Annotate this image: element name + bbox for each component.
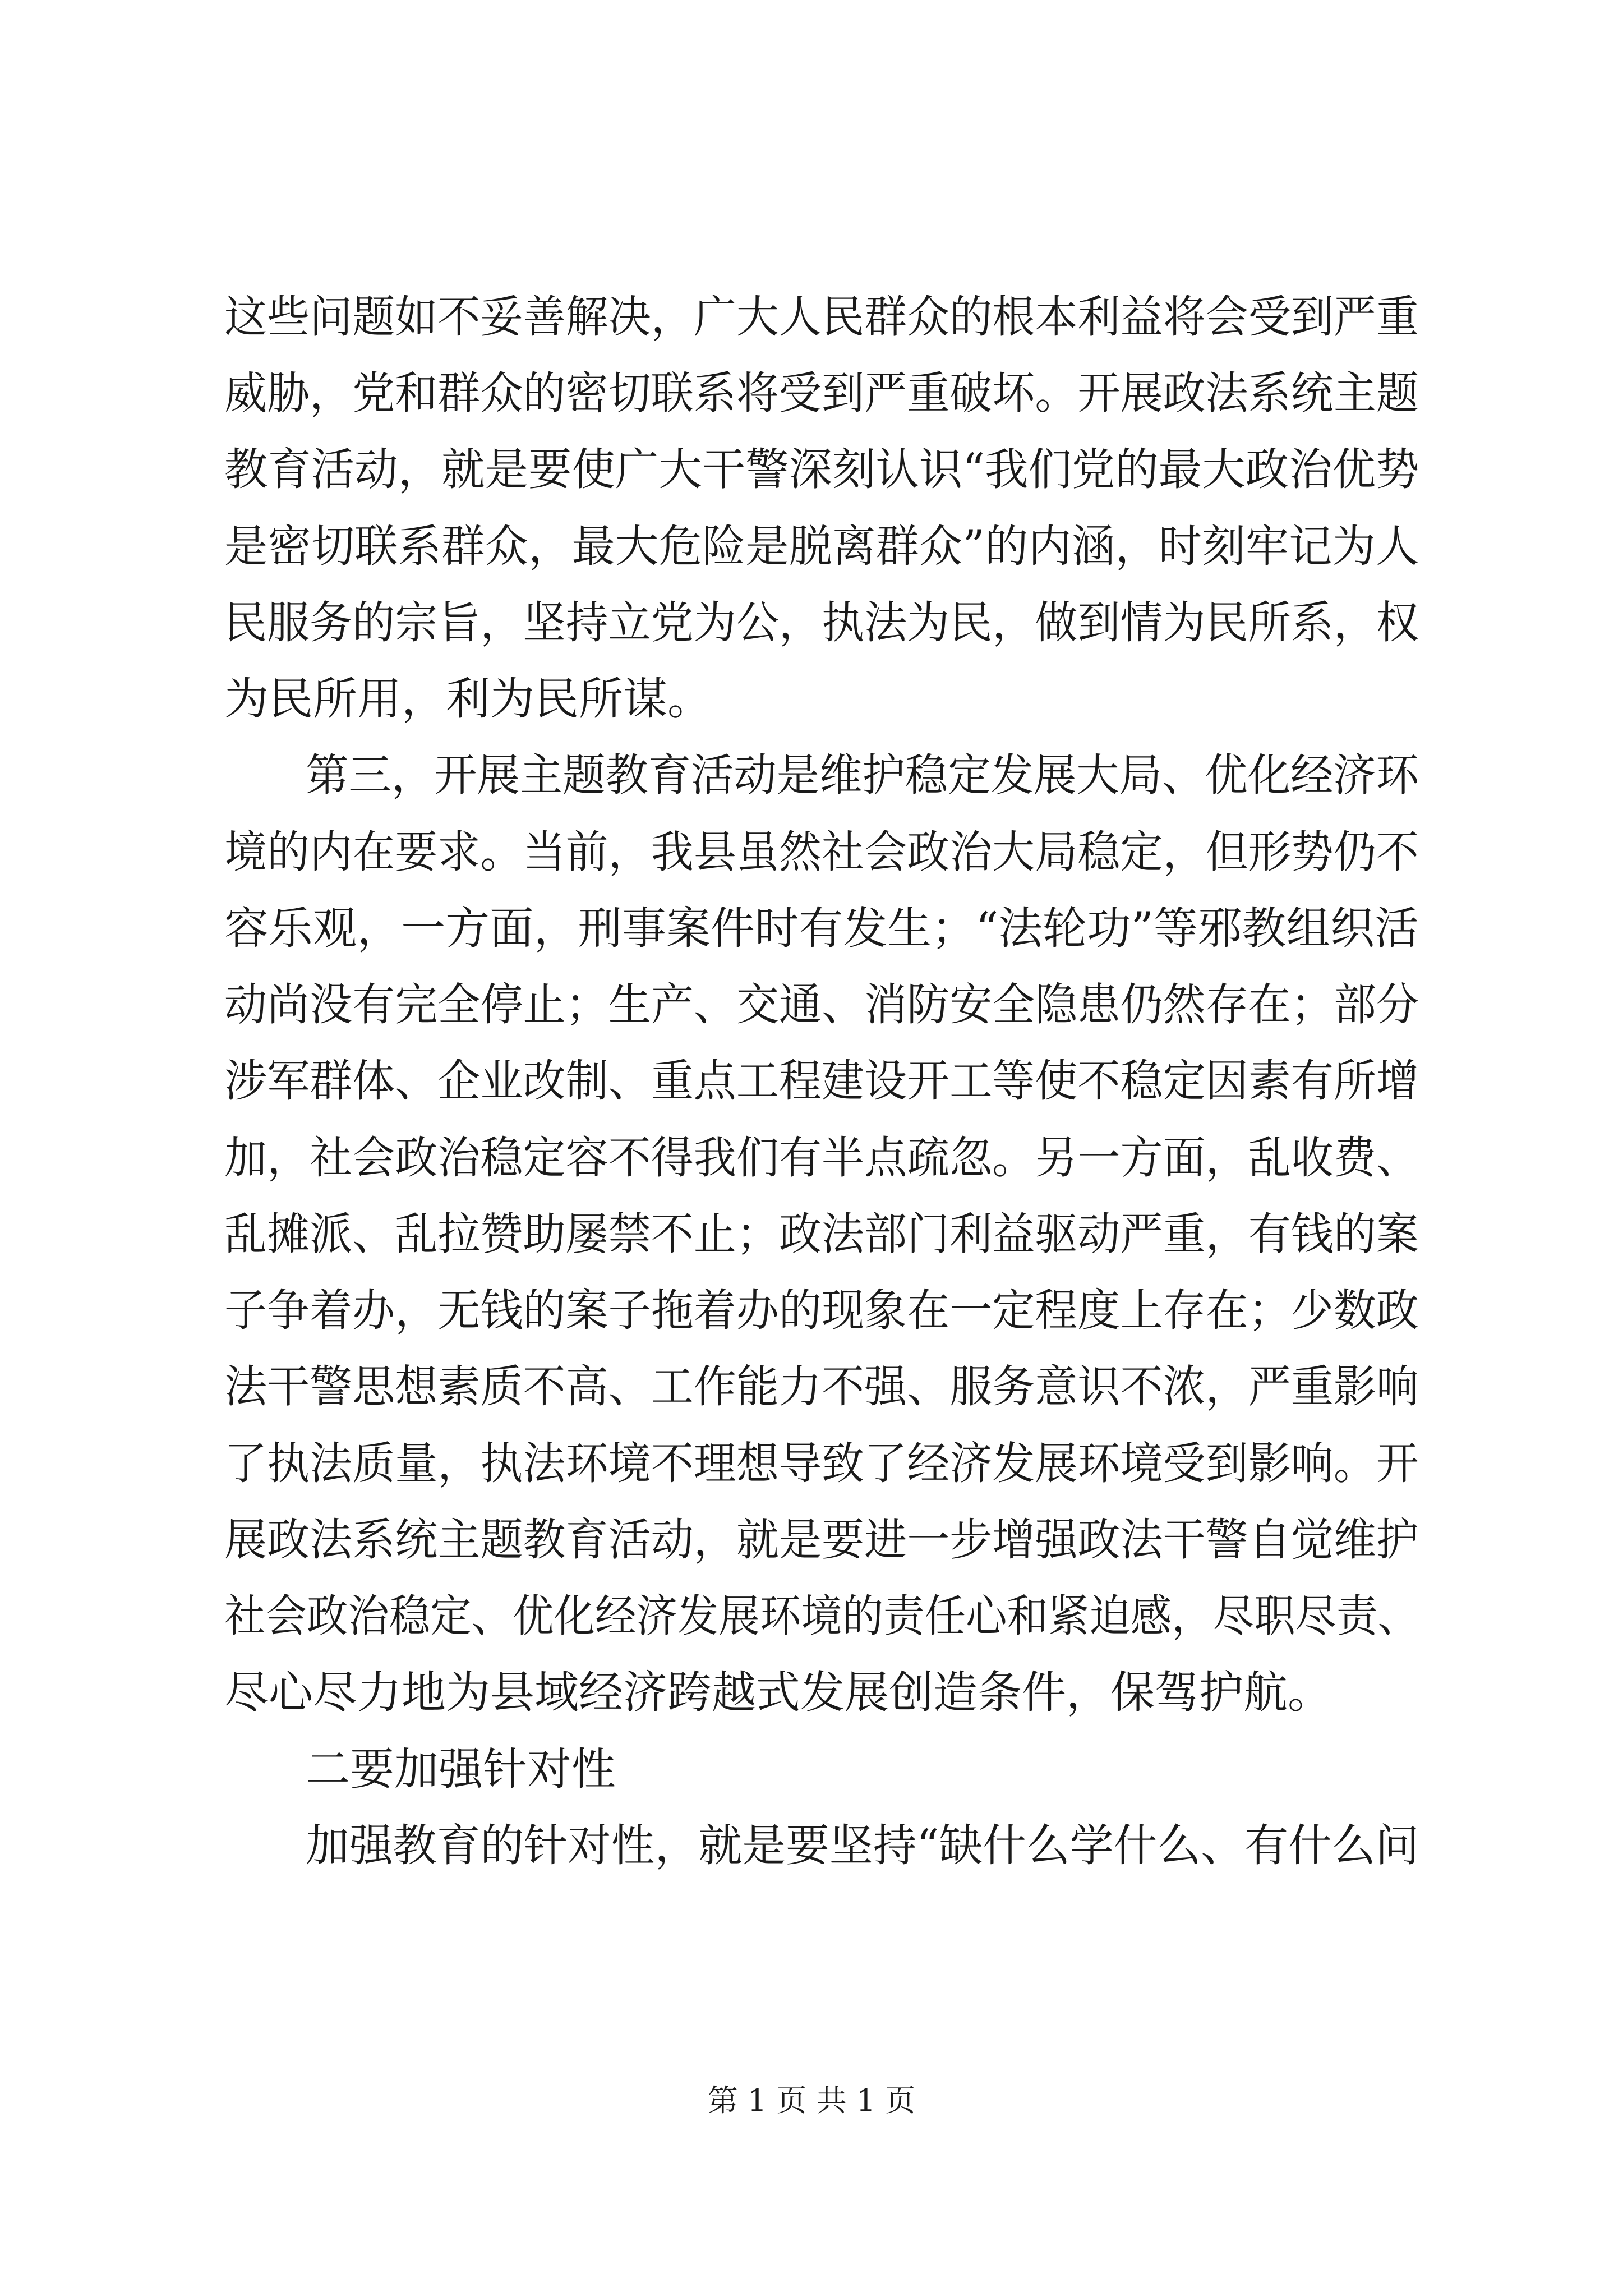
text-line-content: 教育活动，就是要使广大干警深刻认识“我们党的最大政治优势	[224, 444, 1419, 495]
text-line-content: 威胁，党和群众的密切联系将受到严重破坏。开展政法系统主题	[224, 367, 1419, 419]
text-line	[0, 513, 1623, 580]
text-line	[0, 1200, 1623, 1268]
text-line-content: 民服务的宗旨，坚持立党为公，执法为民，做到情为民所系，权	[224, 597, 1419, 648]
text-line	[0, 1659, 1623, 1726]
text-line	[0, 1277, 1623, 1344]
paragraph-first-line	[0, 742, 1623, 809]
text-line-content: 动尚没有完全停止；生产、交通、消防安全隐患仍然存在；部分	[224, 979, 1419, 1030]
text-line	[0, 971, 1623, 1038]
text-line-content: 法干警思想素质不高、工作能力不强、服务意识不浓，严重影响	[224, 1361, 1419, 1412]
text-line-content: 第三，开展主题教育活动是维护稳定发展大局、优化经济环	[306, 749, 1419, 801]
text-line-content: 社会政治稳定、优化经济发展环境的责任心和紧迫感，尽职尽责、	[224, 1590, 1419, 1642]
text-line-content: 这些问题如不妥善解决，广大人民群众的根本利益将会受到严重	[224, 291, 1419, 343]
text-line	[0, 283, 1623, 351]
text-line-content: 容乐观，一方面，刑事案件时有发生；“法轮功”等邪教组织活	[224, 903, 1419, 954]
page-number: 第 1 页 共 1 页	[707, 2083, 916, 2118]
text-line-content: 展政法系统主题教育活动，就是要进一步增强政法干警自觉维护	[224, 1514, 1419, 1566]
text-line	[0, 818, 1623, 886]
text-line	[0, 1506, 1623, 1573]
paragraph-first-line	[0, 1812, 1623, 1879]
text-line-content: 为民所用，利为民所谋。	[224, 673, 712, 725]
text-line-content: 尽心尽力地为县域经济跨越式发展创造条件，保驾护航。	[224, 1667, 1332, 1718]
text-line-content: 是密切联系群众，最大危险是脱离群众”的内涵，时刻牢记为人	[224, 521, 1419, 572]
text-line	[0, 1047, 1623, 1115]
text-line-content: 乱摊派、乱拉赞助屡禁不止；政法部门利益驱动严重，有钱的案	[224, 1208, 1419, 1260]
text-line	[0, 665, 1623, 733]
text-line-content: 境的内在要求。当前，我县虽然社会政治大局稳定，但形势仍不	[224, 826, 1419, 878]
section-heading	[0, 1736, 1623, 1803]
text-line	[0, 360, 1623, 427]
text-line	[0, 589, 1623, 656]
text-line	[0, 1582, 1623, 1650]
text-line	[0, 1353, 1623, 1420]
text-line	[0, 895, 1623, 962]
text-line	[0, 436, 1623, 503]
text-line-content: 了执法质量，执法环境不理想导致了经济发展环境受到影响。开	[224, 1438, 1419, 1489]
text-line-content: 涉军群体、企业改制、重点工程建设开工等使不稳定因素有所增	[224, 1055, 1419, 1107]
page-footer	[0, 2076, 1623, 2126]
text-line-content: 加强教育的针对性，就是要坚持“缺什么学什么、有什么问	[306, 1820, 1419, 1871]
text-line	[0, 1430, 1623, 1497]
section-heading-text: 二要加强针对性	[306, 1743, 616, 1795]
text-line-content: 加，社会政治稳定容不得我们有半点疏忽。另一方面，乱收费、	[224, 1132, 1419, 1184]
text-line-content: 子争着办，无钱的案子拖着办的现象在一定程度上存在；少数政	[224, 1285, 1419, 1336]
text-line	[0, 1124, 1623, 1191]
